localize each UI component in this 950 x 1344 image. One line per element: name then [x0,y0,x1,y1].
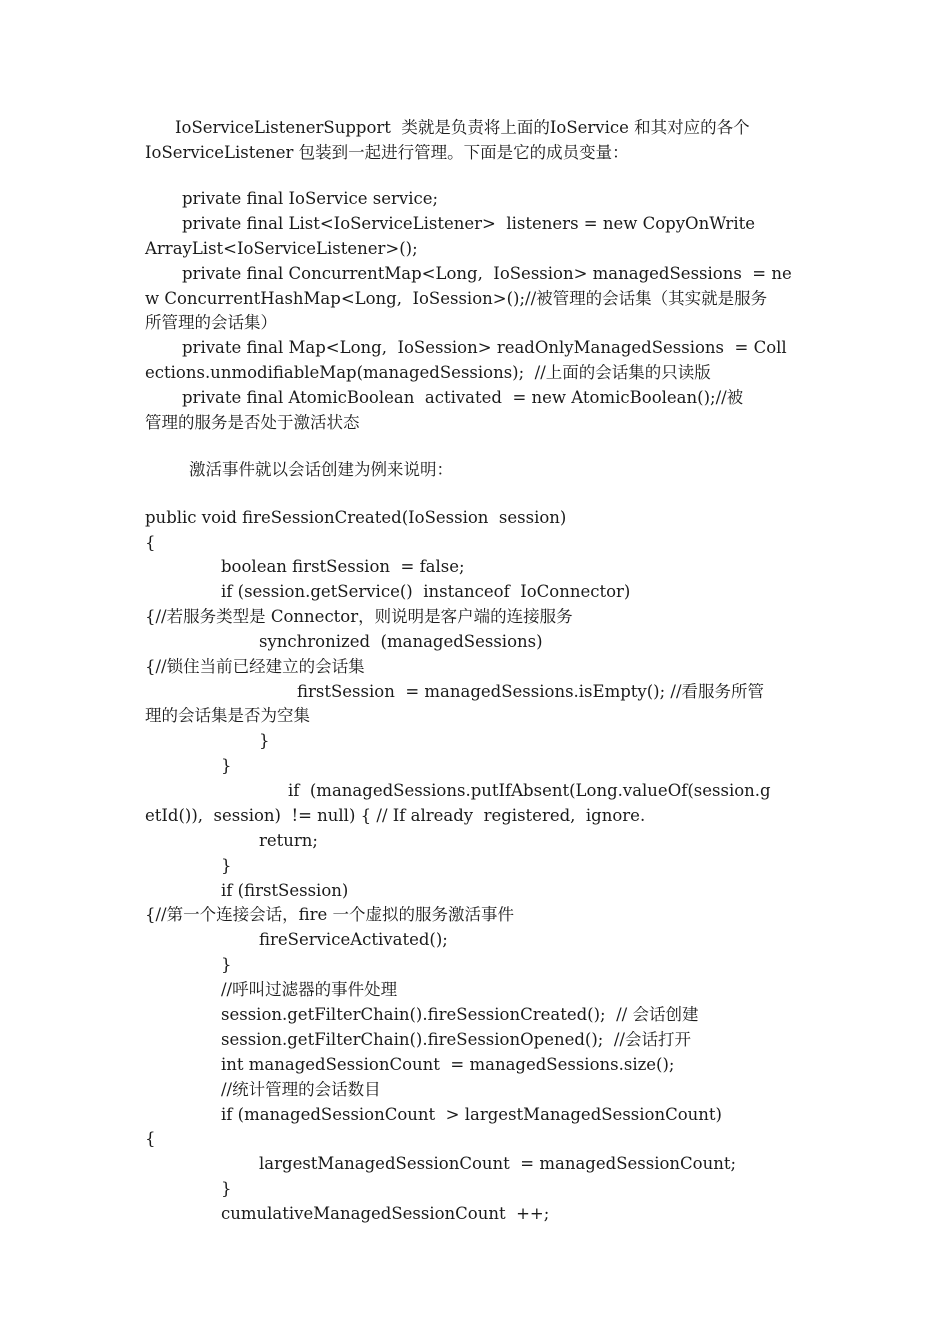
text-line: return; [259,831,318,850]
text-line: } [259,731,270,750]
text-line: IoServiceListenerSupport 类就是负责将上面的IoService 和其对应的各个 [175,118,750,137]
text-line: session.getFilterChain().fireSessionCreated(); // 会话创建 [221,1005,699,1024]
text-line: if (firstSession) [221,881,349,900]
text-line: IoServiceListener 包装到一起进行管理。下面是它的成员变量： [145,143,629,162]
text-line: } [221,856,232,875]
text-line: if (managedSessionCount > largestManagedSessionCount) [221,1105,722,1124]
text-line: ArrayList<IoServiceListener>(); [145,239,418,258]
text-line: {//锁住当前已经建立的会话集 [145,657,365,676]
text-line: private final IoService service; [182,189,439,208]
text-line: {//若服务类型是 Connector，则说明是客户端的连接服务 [145,607,573,626]
text-line: 激活事件就以会话创建为例来说明： [189,460,453,479]
text-line: //统计管理的会话数目 [221,1080,381,1099]
text-line: ections.unmodifiableMap(managedSessions); //上面的会话集的只读版 [145,363,711,382]
text-line: if (session.getService() instanceof IoConnector) [221,582,631,601]
text-line: etId()), session) != null) { // If already registered, ignore. [145,806,646,825]
text-line: 理的会话集是否为空集 [145,706,310,725]
text-line: { [145,1129,156,1148]
text-line: int managedSessionCount = managedSessions.size(); [221,1055,675,1074]
text-line: { [145,533,156,552]
text-line: {//第一个连接会话，fire 一个虚拟的服务激活事件 [145,905,515,924]
text-line: synchronized (managedSessions) [259,632,543,651]
text-line: cumulativeManagedSessionCount ++; [221,1204,550,1223]
text-line: public void fireSessionCreated(IoSession session) [145,508,567,527]
text-line: } [221,756,232,775]
text-line: firstSession = managedSessions.isEmpty(); //看服务所管 [297,682,765,701]
text-line: private final ConcurrentMap<Long, IoSession> managedSessions = ne [182,264,792,283]
text-line: private final Map<Long, IoSession> readOnlyManagedSessions = Coll [182,338,787,357]
text-line: fireServiceActivated(); [259,930,448,949]
text-line: if (managedSessions.putIfAbsent(Long.valueOf(session.g [288,781,771,800]
text-line: } [221,1179,232,1198]
text-line: 管理的服务是否处于激活状态 [145,413,360,432]
text-line: w ConcurrentHashMap<Long, IoSession>();//被管理的会话集（其实就是服务 [145,289,768,308]
text-line: private final List<IoServiceListener> listeners = new CopyOnWrite [182,214,755,233]
text-line: } [221,955,232,974]
text-line: 所管理的会话集） [145,313,277,332]
text-line: largestManagedSessionCount = managedSessionCount; [259,1154,737,1173]
text-line: session.getFilterChain().fireSessionOpened(); //会话打开 [221,1030,691,1049]
text-line: private final AtomicBoolean activated = new AtomicBoolean();//被 [182,388,744,407]
text-line: //呼叫过滤器的事件处理 [221,980,398,999]
text-line: boolean firstSession = false; [221,557,465,576]
